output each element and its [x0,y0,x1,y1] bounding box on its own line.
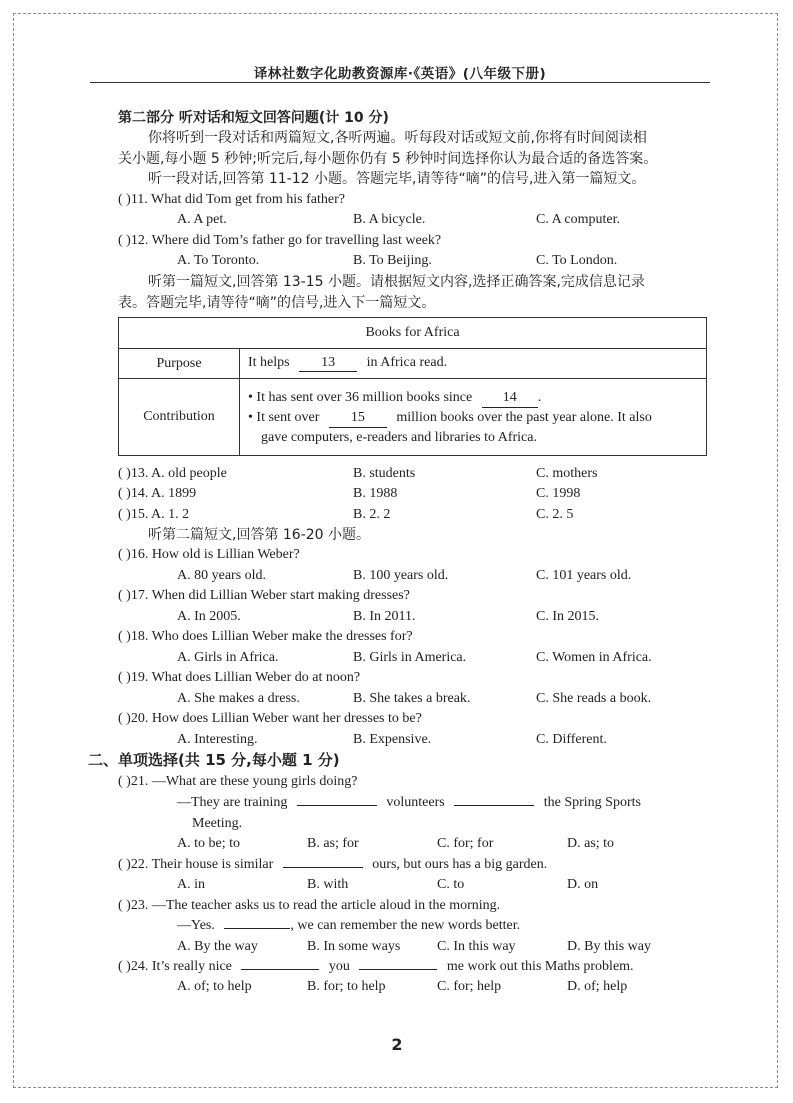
bullet-2-text-pre: It sent over [256,409,320,425]
question-12-stem: ( )12. Where did Tom’s father go for travelling last week? [118,233,442,248]
blank-21-2 [454,805,534,806]
bullet-1-text-post: . [537,389,542,405]
question-24-stem-mid: you [328,959,350,974]
question-11-stem: ( )11. What did Tom get from his father? [118,192,345,207]
question-19-option-c: C. She reads a book. [536,691,652,706]
question-13-option-c: C. mothers [536,466,598,481]
question-16-stem: ( )16. How old is Lillian Weber? [118,547,300,562]
question-20-stem: ( )20. How does Lillian Weber want her dresses to be? [118,711,422,726]
question-21-line3: Meeting. [192,816,243,831]
question-21-line2-post: the Spring Sports [543,795,641,810]
question-17-option-c: C. In 2015. [536,609,599,624]
passage1-instruction-line2: 表。答题完毕,请等待“嘀”的信号,进入下一篇短文。 [118,295,436,311]
contribution-cell [240,379,707,456]
question-22-option-b: B. with [307,877,349,892]
question-12-option-b: B. To Beijing. [353,253,432,268]
question-22-stem-post: ours, but ours has a big garden. [372,857,548,872]
purpose-cell [240,349,707,379]
question-21-line2 [177,794,641,812]
books-for-africa-table [118,317,707,456]
blank-22 [283,867,363,868]
question-24-option-c: C. for; help [437,979,502,994]
question-13-stem: ( )13. A. old people [118,466,227,481]
question-23-option-b: B. In some ways [307,939,401,954]
contribution-bullet-1 [248,388,698,408]
purpose-text-post: in Africa read. [366,355,448,370]
question-21-stem: ( )21. —What are these young girls doing? [118,774,358,789]
question-21-option-d: D. as; to [567,836,615,851]
table-title: Books for Africa [119,318,707,349]
question-24-option-a: A. of; to help [177,979,252,994]
question-23-line2-post: , we can remember the new words better. [290,918,521,933]
question-20-option-a: A. Interesting. [177,732,258,747]
question-19-option-a: A. She makes a dress. [177,691,300,706]
question-15-option-c: C. 2. 5 [536,507,574,522]
blank-15: 15 [329,408,387,428]
contribution-label: Contribution [119,379,240,456]
question-22-stem-pre: ( )22. Their house is similar [118,857,274,872]
question-20-option-c: C. Different. [536,732,607,747]
question-11-option-c: C. A computer. [536,212,620,227]
question-18-stem: ( )18. Who does Lillian Weber make the dresses for? [118,629,413,644]
bullet-2-text-post: million books over the past year alone. It also [396,409,652,425]
blank-13: 13 [299,355,357,372]
page-header: 译林社数字化助教资源库·《英语》(八年级下册) [253,66,547,82]
question-11-option-a: A. A pet. [177,212,227,227]
question-23-option-d: D. By this way [567,939,651,954]
blank-24-2 [359,969,437,970]
bullet-1-text-pre: It has sent over 36 million books since [256,389,473,405]
question-19-stem: ( )19. What does Lillian Weber do at noon? [118,670,361,685]
question-21-option-c: C. for; for [437,836,494,851]
part2-intro-line2: 关小题,每小题 5 秒钟;听完后,每小题你仍有 5 秒钟时间选择你认为最合适的备选答案。 [118,151,658,167]
blank-24-1 [241,969,319,970]
question-22-option-d: D. on [567,877,599,892]
purpose-text-pre: It helps [248,355,290,370]
question-21-line2-pre: —They are training [177,795,288,810]
question-17-option-a: A. In 2005. [177,609,241,624]
part2-intro-line1: 你将听到一段对话和两篇短文,各听两遍。听每段对话或短文前,你将有时间阅读相 [148,130,647,146]
blank-21-1 [297,805,377,806]
question-21-option-a: A. to be; to [177,836,240,851]
blank-23 [224,928,290,929]
bullet-icon: • [248,409,253,425]
question-18-option-a: A. Girls in Africa. [177,650,279,665]
header-rule [90,82,710,83]
blank-14: 14 [482,388,538,408]
part2-heading: 第二部分 听对话和短文回答问题(计 10 分) [118,110,389,126]
passage1-instruction-line1: 听第一篇短文,回答第 13-15 小题。请根据短文内容,选择正确答案,完成信息记录 [148,274,645,290]
question-22-option-a: A. in [177,877,205,892]
question-24-stem-pre: ( )24. It’s really nice [118,959,232,974]
purpose-label: Purpose [119,349,240,379]
question-16-option-b: B. 100 years old. [353,568,449,583]
page-number: 2 [391,1035,403,1054]
question-13-option-b: B. students [353,466,416,481]
question-15-option-b: B. 2. 2 [353,507,391,522]
question-21-option-b: B. as; for [307,836,359,851]
question-22-option-c: C. to [437,877,465,892]
question-16-option-a: A. 80 years old. [177,568,267,583]
question-18-option-b: B. Girls in America. [353,650,467,665]
question-24-stem [118,958,634,976]
passage2-instruction: 听第二篇短文,回答第 16-20 小题。 [148,527,371,543]
question-24-option-b: B. for; to help [307,979,386,994]
question-23-stem: ( )23. —The teacher asks us to read the article aloud in the morning. [118,898,501,913]
question-15-stem: ( )15. A. 1. 2 [118,507,190,522]
dialog-instruction: 听一段对话,回答第 11-12 小题。答题完毕,请等待“嘀”的信号,进入第一篇短文。 [148,171,646,187]
question-24-option-d: D. of; help [567,979,628,994]
bullet-icon: • [248,389,253,405]
question-14-option-b: B. 1988 [353,486,398,501]
question-16-option-c: C. 101 years old. [536,568,632,583]
bullet-2-text-line2: gave computers, e-readers and libraries to Africa. [261,429,537,445]
question-22-stem [118,856,547,874]
question-14-stem: ( )14. A. 1899 [118,486,197,501]
question-17-stem: ( )17. When did Lillian Weber start making dresses? [118,588,410,603]
question-18-option-c: C. Women in Africa. [536,650,652,665]
question-21-line2-mid: volunteers [386,795,445,810]
question-24-stem-post: me work out this Maths problem. [446,959,634,974]
section2-heading: 二、单项选择(共 15 分,每小题 1 分) [88,751,340,769]
question-19-option-b: B. She takes a break. [353,691,471,706]
question-12-option-a: A. To Toronto. [177,253,260,268]
question-17-option-b: B. In 2011. [353,609,416,624]
contribution-bullet-2 [248,408,698,428]
question-23-option-a: A. By the way [177,939,258,954]
question-23-line2 [177,917,520,935]
question-12-option-c: C. To London. [536,253,618,268]
question-23-line2-pre: —Yes. [177,918,215,933]
question-23-option-c: C. In this way [437,939,516,954]
question-14-option-c: C. 1998 [536,486,581,501]
question-11-option-b: B. A bicycle. [353,212,426,227]
question-20-option-b: B. Expensive. [353,732,432,747]
